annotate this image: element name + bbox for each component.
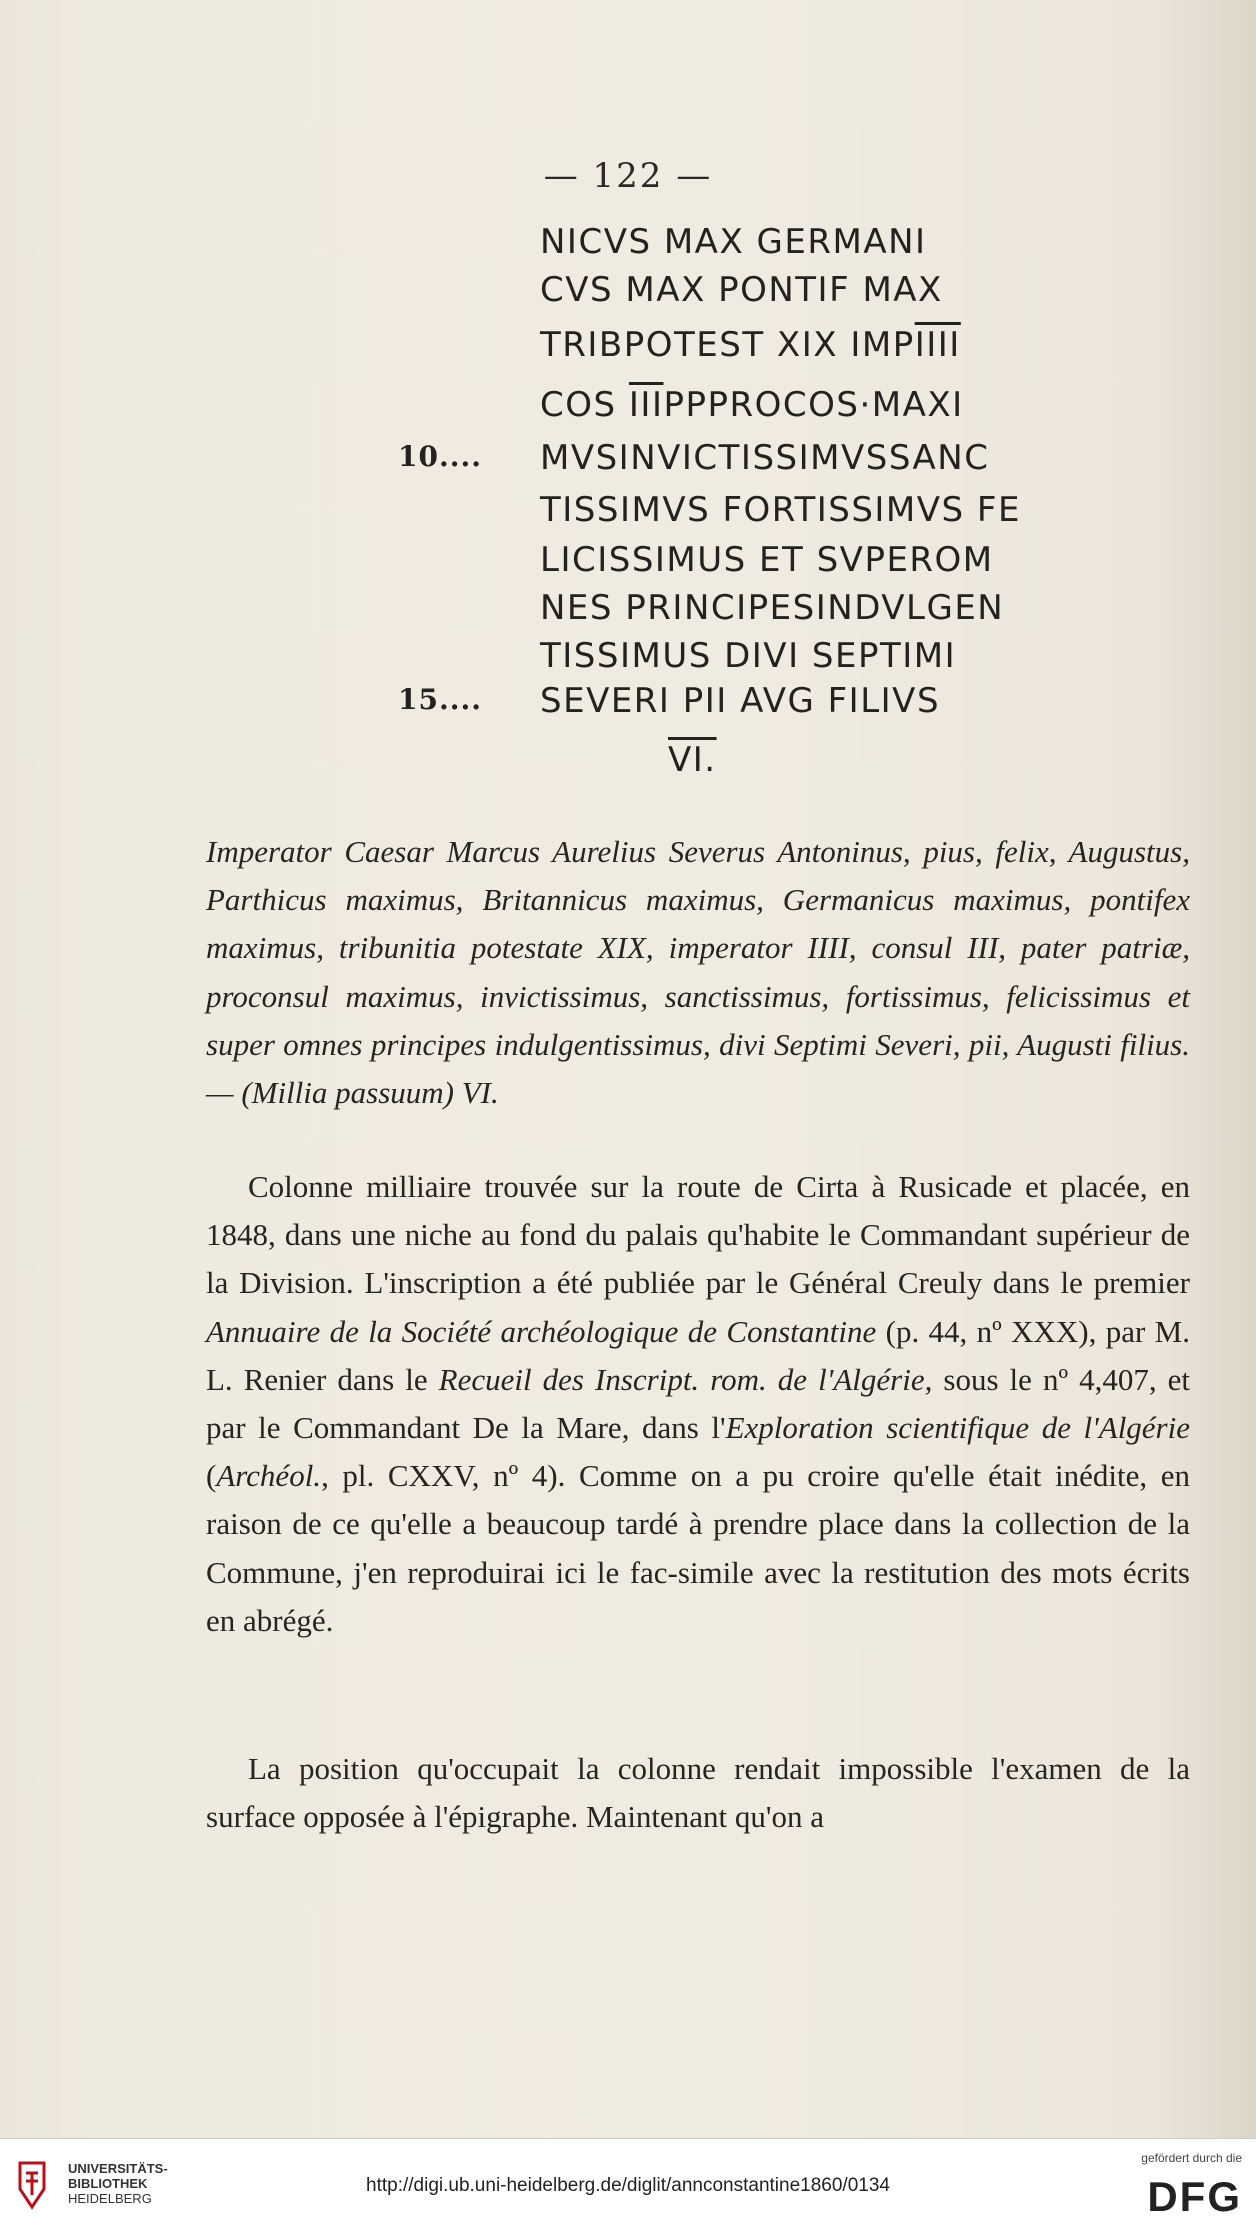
inscription-line-9: TISSIMUS DIVI SEPTIMI xyxy=(540,636,957,676)
inscription-line-4-rest: PPPROCOS·MAXI xyxy=(663,385,964,425)
inscription-line-3-overlined: IIII xyxy=(914,325,961,365)
inscription-line-1: NICVS MAX GERMANI xyxy=(540,222,927,262)
p1-exploration-title: Exploration scientifique de l'Algérie xyxy=(725,1410,1190,1446)
funded-by-label: gefördert durch die xyxy=(1141,2151,1242,2165)
translation-paragraph: Imperator Caesar Marcus Aurelius Severus Antoninus, pius, felix, Augustus, Parthicus maximus, Britannicus maximus, Germanicus maximus, pontifex maximus, tribunitia potestate XIX, imperator IIII, consul III, pater patriæ, proconsul maximus, invictissimus, sanctissimus, fortissimus, felicissimus et super omnes principes indulgentissimus, divi Septimi Severi, pii, Augusti filius. — (Millia passuum) VI. xyxy=(206,834,1190,1111)
dfg-logo: DFG xyxy=(1147,2173,1242,2220)
p1-part1: Colonne milliaire trouvée sur la route de Cirta à Rusicade et placée, en 1848, dans une niche au fond du palais qu'habite le Commandant supérieur de la Division. L'inscription a été publiée par le Général Creuly dans le premier xyxy=(206,1169,1190,1301)
inscription-line-4-text: COS xyxy=(540,385,629,425)
inscription-line-10: SEVERI PII AVG FILIVS xyxy=(540,681,941,721)
library-name-line-3: HEIDELBERG xyxy=(68,2191,152,2206)
inscription-line-5: MVSINVICTISSIMVSSANC xyxy=(540,438,990,478)
inscription-line-3-text: TRIBPOTEST XIX IMP xyxy=(540,325,915,365)
p1-recueil-title: Recueil des Inscript. rom. de l'Algérie, xyxy=(438,1361,933,1397)
p1-part2: (p. 44, nº XXX), par M. L. Renier dans le xyxy=(206,1313,1190,1397)
commentary-paragraph-1 xyxy=(206,1163,1190,1645)
line-number-10: 10.... xyxy=(398,440,482,473)
commentary-paragraph-2: La position qu'occupait la colonne rendait impossible l'examen de la surface opposée à l'épigraphe. Maintenant qu'on a xyxy=(206,1751,1190,1835)
inscription-line-8: NES PRINCIPESINDVLGEN xyxy=(540,588,1005,628)
page-number: — 122 — xyxy=(543,156,713,196)
inscription-line-7: LICISSIMUS ET SVPEROM xyxy=(540,540,994,580)
inscription-line-2: CVS MAX PONTIF MAX xyxy=(540,270,943,310)
line-number-15: 15.... xyxy=(398,683,482,716)
inscription-line-3 xyxy=(540,325,961,365)
library-name-line-1: UNIVERSITÄTS- xyxy=(68,2161,168,2176)
inscription-line-4 xyxy=(540,385,964,425)
library-name-line-2: BIBLIOTHEK xyxy=(68,2176,148,2191)
p1-annuaire-title: Annuaire de la Société archéologique de Constantine xyxy=(206,1313,877,1349)
permalink-url[interactable]: http://digi.ub.uni-heidelberg.de/diglit/annconstantine1860/0134 xyxy=(366,2175,890,2196)
inscription-line-6: TISSIMVS FORTISSIMVS FE xyxy=(540,490,1021,530)
p1-archeol: Archéol. xyxy=(216,1458,322,1494)
inscription-line-11: VI. xyxy=(668,740,717,780)
viewer-footer xyxy=(0,2138,1256,2231)
p1-part4a: ( xyxy=(206,1458,217,1494)
p1-part4: , pl. CXXV, nº 4). Comme on a pu croire qu'elle était inédite, en raison de ce qu'elle a beaucoup tardé à prendre place dans la collection de la Commune, j'en reproduirai ici le fac-simile avec la restitution des mots écrits en abrégé. xyxy=(206,1458,1190,1638)
p1-part3: sous le nº 4,407, et par le Commandant De la Mare, dans l' xyxy=(206,1361,1191,1446)
inscription-line-4-overlined: $\overline{III}$ xyxy=(628,385,664,425)
